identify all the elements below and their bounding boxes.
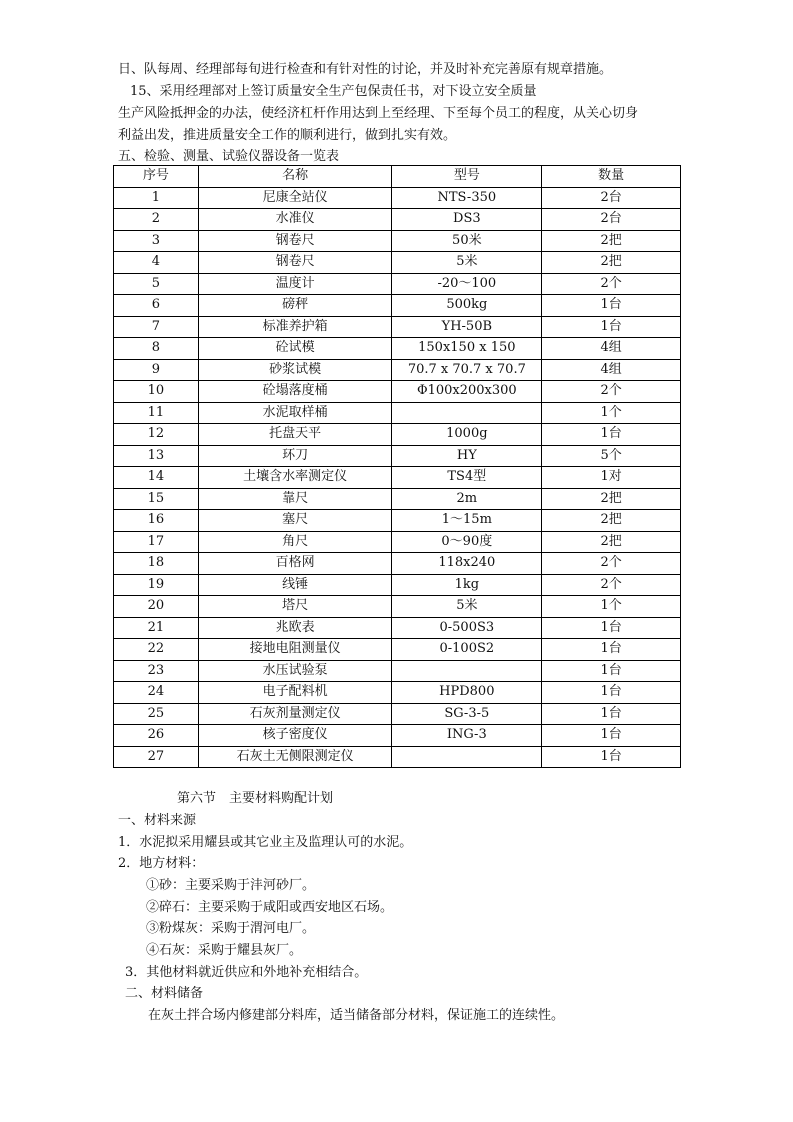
table-cell: 16 (114, 510, 199, 532)
table-cell: 2m (392, 488, 542, 510)
table-cell: 1台 (542, 746, 681, 768)
header-cell: 型号 (392, 166, 542, 188)
table-row (114, 338, 681, 360)
table-row (114, 574, 681, 596)
table-cell: 27 (114, 746, 199, 768)
table-row (114, 725, 681, 747)
table-cell: 4组 (542, 338, 681, 360)
table-row (114, 295, 681, 317)
table-cell: 13 (114, 445, 199, 467)
table-cell: 线锤 (198, 574, 392, 596)
table-cell: 8 (114, 338, 199, 360)
table-cell: 水准仪 (198, 209, 392, 231)
table-cell: 11 (114, 402, 199, 424)
header-cell: 序号 (114, 166, 199, 188)
table-row (114, 209, 681, 231)
table-cell: 10 (114, 381, 199, 403)
table-cell: 0-100S2 (392, 639, 542, 661)
paragraph: 生产风险抵押金的办法，使经济杠杆作用达到上至经理、下至每个员工的程度，从关心切身 (118, 106, 639, 121)
table-cell: 9 (114, 359, 199, 381)
table-cell: 标准养护箱 (198, 316, 392, 338)
table-cell: 兆欧表 (198, 617, 392, 639)
table-cell: 角尺 (198, 531, 392, 553)
table-cell: 1台 (542, 617, 681, 639)
table-cell: 石灰剂量测定仪 (198, 703, 392, 725)
paragraph: 利益出发，推进质量安全工作的顺利进行，做到扎实有效。 (118, 128, 457, 143)
table-row (114, 273, 681, 295)
table-cell: 1个 (542, 596, 681, 618)
table-row (114, 359, 681, 381)
table-cell: 22 (114, 639, 199, 661)
table-cell: 20 (114, 596, 199, 618)
table-cell: 1kg (392, 574, 542, 596)
table-cell: 4组 (542, 359, 681, 381)
table-row (114, 488, 681, 510)
header-cell: 名称 (198, 166, 392, 188)
table-cell: 118x240 (392, 553, 542, 575)
table-cell: 21 (114, 617, 199, 639)
table-cell: 1台 (542, 703, 681, 725)
table-cell: NTS-350 (392, 187, 542, 209)
table-cell: 2把 (542, 230, 681, 252)
table-cell: 温度计 (198, 273, 392, 295)
table-cell: 23 (114, 660, 199, 682)
table-cell: SG-3-5 (392, 703, 542, 725)
table-row (114, 510, 681, 532)
table-cell: 1～15m (392, 510, 542, 532)
table-row (114, 553, 681, 575)
section-line: ③粉煤灰：采购于渭河电厂。 (146, 921, 316, 936)
table-cell: ING-3 (392, 725, 542, 747)
table-cell: 26 (114, 725, 199, 747)
table-row (114, 316, 681, 338)
table-cell: 托盘天平 (198, 424, 392, 446)
section-line: ④石灰：采购于耀县灰厂。 (146, 943, 303, 958)
table-cell: 15 (114, 488, 199, 510)
table-cell: 17 (114, 531, 199, 553)
table-cell: 2把 (542, 510, 681, 532)
table-cell: YH-50B (392, 316, 542, 338)
table-cell: 50米 (392, 230, 542, 252)
table-row (114, 746, 681, 768)
table-row (114, 596, 681, 618)
table-cell: 3 (114, 230, 199, 252)
table-cell: 2个 (542, 574, 681, 596)
table-row (114, 402, 681, 424)
table-cell: 土壤含水率测定仪 (198, 467, 392, 489)
table-cell: TS4型 (392, 467, 542, 489)
section-line: ②碎石：主要采购于咸阳或西安地区石场。 (146, 900, 394, 915)
table-cell: 25 (114, 703, 199, 725)
table-cell: 5米 (392, 596, 542, 618)
table-row (114, 252, 681, 274)
table-cell: 塞尺 (198, 510, 392, 532)
table-cell (392, 660, 542, 682)
table-cell: 1个 (542, 402, 681, 424)
table-cell: 2把 (542, 488, 681, 510)
table-row (114, 445, 681, 467)
section-line: 2．地方材料： (118, 856, 205, 871)
table-row (114, 381, 681, 403)
table-cell: 尼康全站仪 (198, 187, 392, 209)
table-caption: 五、检验、测量、试验仪器设备一览表 (118, 149, 340, 164)
table-cell: 2把 (542, 252, 681, 274)
table-cell: DS3 (392, 209, 542, 231)
section-line: ①砂：主要采购于沣河砂厂。 (146, 878, 316, 893)
section-line: 在灰土拌合场内修建部分料库，适当储备部分材料，保证施工的连续性。 (148, 1008, 565, 1023)
table-cell: 1台 (542, 316, 681, 338)
paragraph: 15、采用经理部对上签订质量安全生产包保责任书，对下设立安全质量 (130, 84, 537, 99)
table-cell: 1对 (542, 467, 681, 489)
table-cell: 1000g (392, 424, 542, 446)
table-cell: 0-500S3 (392, 617, 542, 639)
header-cell: 数量 (542, 166, 681, 188)
table-cell: 5个 (542, 445, 681, 467)
table-row (114, 424, 681, 446)
table-cell: 核子密度仪 (198, 725, 392, 747)
table-cell: 环刀 (198, 445, 392, 467)
section-line: 二、材料储备 (125, 986, 204, 1001)
table-cell: 1台 (542, 682, 681, 704)
table-cell: 18 (114, 553, 199, 575)
table-cell: 24 (114, 682, 199, 704)
table-cell: 磅秤 (198, 295, 392, 317)
paragraph: 日、队每周、经理部每旬进行检查和有针对性的讨论，并及时补充完善原有规章措施。 (118, 62, 613, 77)
table-row (114, 639, 681, 661)
table-row (114, 682, 681, 704)
table-cell: 钢卷尺 (198, 230, 392, 252)
table-cell: 2个 (542, 381, 681, 403)
table-row (114, 703, 681, 725)
table-cell: 1台 (542, 295, 681, 317)
table-cell: 0～90度 (392, 531, 542, 553)
table-cell: 钢卷尺 (198, 252, 392, 274)
table-cell (392, 746, 542, 768)
table-cell: Φ100x200x300 (392, 381, 542, 403)
table-cell: 70.7 x 70.7 x 70.7 (392, 359, 542, 381)
table-cell: 1台 (542, 424, 681, 446)
table-row (114, 617, 681, 639)
table-cell (392, 402, 542, 424)
table-cell: 水压试验泵 (198, 660, 392, 682)
table-cell: 7 (114, 316, 199, 338)
table-cell: 塔尺 (198, 596, 392, 618)
table-cell: 2个 (542, 273, 681, 295)
table-cell: 2 (114, 209, 199, 231)
table-cell: 2把 (542, 531, 681, 553)
table-cell: 水泥取样桶 (198, 402, 392, 424)
table-cell: 砼试模 (198, 338, 392, 360)
table-cell: 1 (114, 187, 199, 209)
table-cell: 接地电阻测量仪 (198, 639, 392, 661)
table-cell: 石灰土无侧限测定仪 (198, 746, 392, 768)
table-cell: 1台 (542, 725, 681, 747)
table-row (114, 531, 681, 553)
table-cell: 靠尺 (198, 488, 392, 510)
table-cell: 5米 (392, 252, 542, 274)
table-header-row (114, 166, 681, 188)
table-cell: 砼塌落度桶 (198, 381, 392, 403)
section-title: 第六节 主要材料购配计划 (177, 791, 334, 806)
table-row (114, 230, 681, 252)
table-cell: 150x150 x 150 (392, 338, 542, 360)
table-row (114, 187, 681, 209)
table-cell: 12 (114, 424, 199, 446)
table-cell: 500kg (392, 295, 542, 317)
table-cell: 2台 (542, 209, 681, 231)
table-cell: 2个 (542, 553, 681, 575)
table-cell: 1台 (542, 660, 681, 682)
table-cell: 砂浆试模 (198, 359, 392, 381)
table-row (114, 660, 681, 682)
equipment-table (113, 165, 681, 768)
section-line: 1．水泥拟采用耀县或其它业主及监理认可的水泥。 (118, 835, 413, 850)
table-cell: 1台 (542, 639, 681, 661)
table-cell: 2台 (542, 187, 681, 209)
table-cell: 电子配料机 (198, 682, 392, 704)
table-cell: 5 (114, 273, 199, 295)
table-cell: 19 (114, 574, 199, 596)
table-row (114, 467, 681, 489)
table-cell: 14 (114, 467, 199, 489)
table-cell: 4 (114, 252, 199, 274)
table-cell: HPD800 (392, 682, 542, 704)
table-cell: 6 (114, 295, 199, 317)
section-line: 3．其他材料就近供应和外地补充相结合。 (125, 965, 368, 980)
table-cell: 百格网 (198, 553, 392, 575)
section-line: 一、材料来源 (118, 813, 197, 828)
table-cell: -20～100 (392, 273, 542, 295)
table-cell: HY (392, 445, 542, 467)
